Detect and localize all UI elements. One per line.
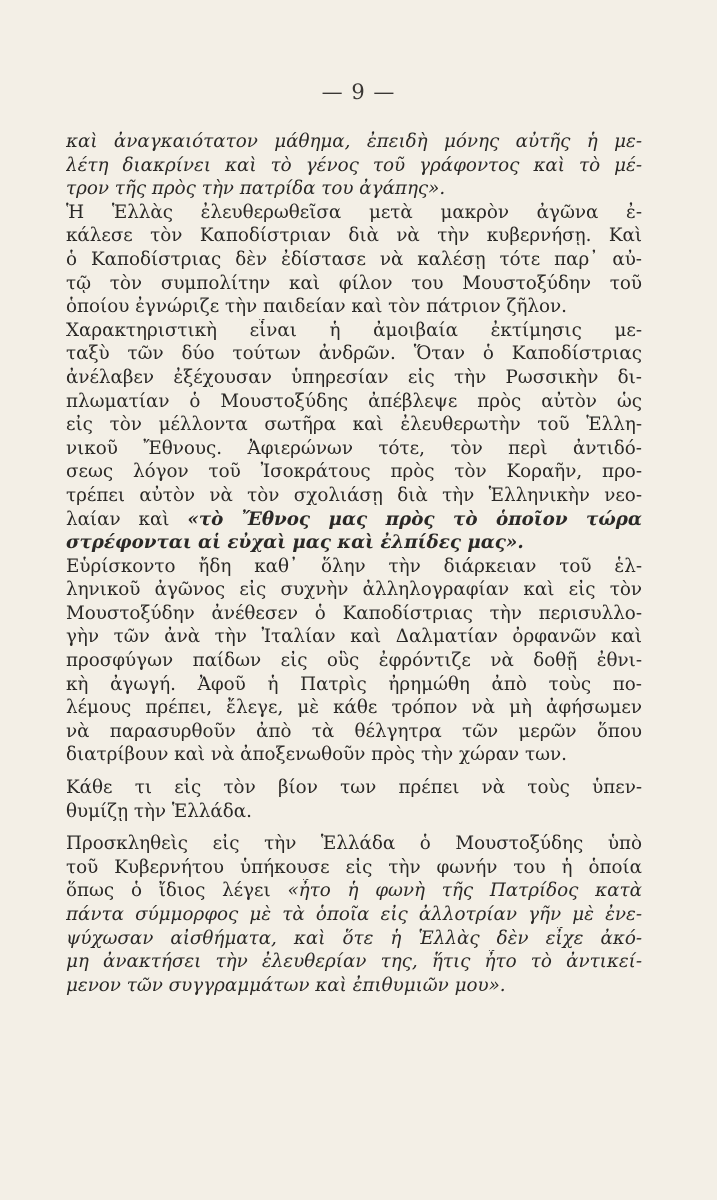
paragraph-gap <box>66 823 642 832</box>
text-line: τῷ τὸν συμπολίτην καὶ φίλον του Μουστοξύδην τοῦ <box>66 272 642 294</box>
text-line: Προσκληθεὶς εἰς τὴν Ἑλλάδα ὁ Μουστοξύδης ὑπὸ <box>66 833 642 855</box>
body-text <box>66 130 642 997</box>
text-line: Εὑρίσκοντο ἤδη καθ᾽ ὅλην τὴν διάρκειαν τοῦ ἑλ- <box>66 555 642 577</box>
text-line: μη ἀνακτήσει τὴν ἐλευθερίαν της, ἥτις ἦτο τὸ ἀντικεί- <box>66 951 642 973</box>
text-line: ψύχωσαν αἰσθήματα, καὶ ὅτε ἡ Ἑλλὰς δὲν εἶχε ἀκό- <box>66 927 642 949</box>
text-line: τρον τῆς πρὸς τὴν πατρίδα του ἀγάπης». <box>66 178 446 200</box>
text-line: γὴν τῶν ἀνὰ τὴν Ἰταλίαν καὶ Δαλματίαν ὀρφανῶν καὶ <box>66 626 642 648</box>
text-line: νικοῦ Ἔθνους. Ἀφιερώνων τότε, τὸν περὶ ἀντιδό- <box>66 437 642 459</box>
page-number: — 9 — <box>321 80 396 104</box>
text-line: νὰ παρασυρθοῦν ἀπὸ τὰ θέλγητρα τῶν μερῶν ὅπου <box>66 720 642 742</box>
text-line: λαίαν καὶ «τὸ Ἔθνος μας πρὸς τὸ ὁποῖον τώρα <box>66 508 642 530</box>
text-line: εἰς τὸν μέλλοντα σωτῆρα καὶ ἐλευθερωτὴν τοῦ Ἑλλη- <box>66 414 642 436</box>
text-line: Κάθε τι εἰς τὸν βίον των πρέπει νὰ τοὺς ὑπεν- <box>66 777 642 799</box>
text-line: διατρίβουν καὶ νὰ ἀποξενωθοῦν πρὸς τὴν χώραν των. <box>66 744 567 766</box>
text-line: κάλεσε τὸν Καποδίστριαν διὰ νὰ τὴν κυβερνήσῃ. Καὶ <box>66 225 642 247</box>
text-line: ταξὺ τῶν δύο τούτων ἀνδρῶν. Ὅταν ὁ Καποδίστριας <box>66 343 642 365</box>
text-line: λέμους πρέπει, ἔλεγε, μὲ κάθε τρόπον νὰ μὴ ἀφήσωμεν <box>66 697 642 719</box>
text-line: στρέφονται αἱ εὐχαὶ μας καὶ ἐλπίδες μας». <box>66 532 524 554</box>
text-line: Χαρακτηριστικὴ εἶναι ἡ ἀμοιβαία ἐκτίμησις με- <box>66 319 642 341</box>
text-line: τρέπει αὐτὸν νὰ τὸν σχολιάσῃ διὰ τὴν Ἑλληνικὴν νεο- <box>66 484 642 506</box>
text-line: Ἡ Ἑλλὰς ἐλευθερωθεῖσα μετὰ μακρὸν ἀγῶνα ἐ- <box>66 201 642 223</box>
text-line: προσφύγων παίδων εἰς οὓς ἐφρόντιζε νὰ δοθῇ ἐθνι- <box>66 650 642 672</box>
text-line: καὶ ἀναγκαιότατον μάθημα, ἐπειδὴ μόνης αὐτῆς ἡ με- <box>66 131 642 152</box>
text-line: κὴ ἀγωγή. Ἀφοῦ ἡ Πατρὶς ἠρημώθη ἀπὸ τοὺς πο- <box>66 673 642 695</box>
text-line: τοῦ Κυβερνήτου ὑπήκουσε εἰς τὴν φωνήν του ἡ ὁποία <box>66 856 642 878</box>
text-line: λέτη διακρίνει καὶ τὸ γένος τοῦ γράφοντος καὶ τὸ μέ- <box>66 154 642 176</box>
text-line: θυμίζῃ τὴν Ἑλλάδα. <box>66 800 252 822</box>
text-line: ληνικοῦ ἀγῶνος εἰς συχνὴν ἀλληλογραφίαν καὶ εἰς τὸν <box>66 579 642 601</box>
text-line: πάντα σύμμορφος μὲ τὰ ὁποῖα εἰς ἀλλοτρίαν γῆν μὲ ἐνε- <box>66 904 642 925</box>
text-line: σεως λόγον τοῦ Ἰσοκράτους πρὸς τὸν Κοραῆν, προ- <box>66 461 642 483</box>
text-line: ὁ Καποδίστριας δὲν ἐδίστασε νὰ καλέσῃ τότε παρ᾽ αὐ- <box>66 248 642 270</box>
text-line: ὅπως ὁ ἴδιος λέγει «ἦτο ἡ φωνὴ τῆς Πατρίδος κατὰ <box>66 880 642 902</box>
text-line: ὁποίου ἐγνώριζε τὴν παιδείαν καὶ τὸν πάτριον ζῆλον. <box>66 296 567 318</box>
paragraph-gap <box>66 767 642 776</box>
text-line: ἀνέλαβεν ἐξέχουσαν ὑπηρεσίαν εἰς τὴν Ρωσσικὴν δι- <box>66 366 642 388</box>
text-line: πλωματίαν ὁ Μουστοξύδης ἀπέβλεψε πρὸς αὐτὸν ὡς <box>66 390 642 412</box>
text-line: μενον τῶν συγγραμμάτων καὶ ἐπιθυμιῶν μου». <box>66 974 506 996</box>
text-line: Μουστοξύδην ἀνέθεσεν ὁ Καποδίστριας τὴν περισυλλο- <box>66 602 642 624</box>
